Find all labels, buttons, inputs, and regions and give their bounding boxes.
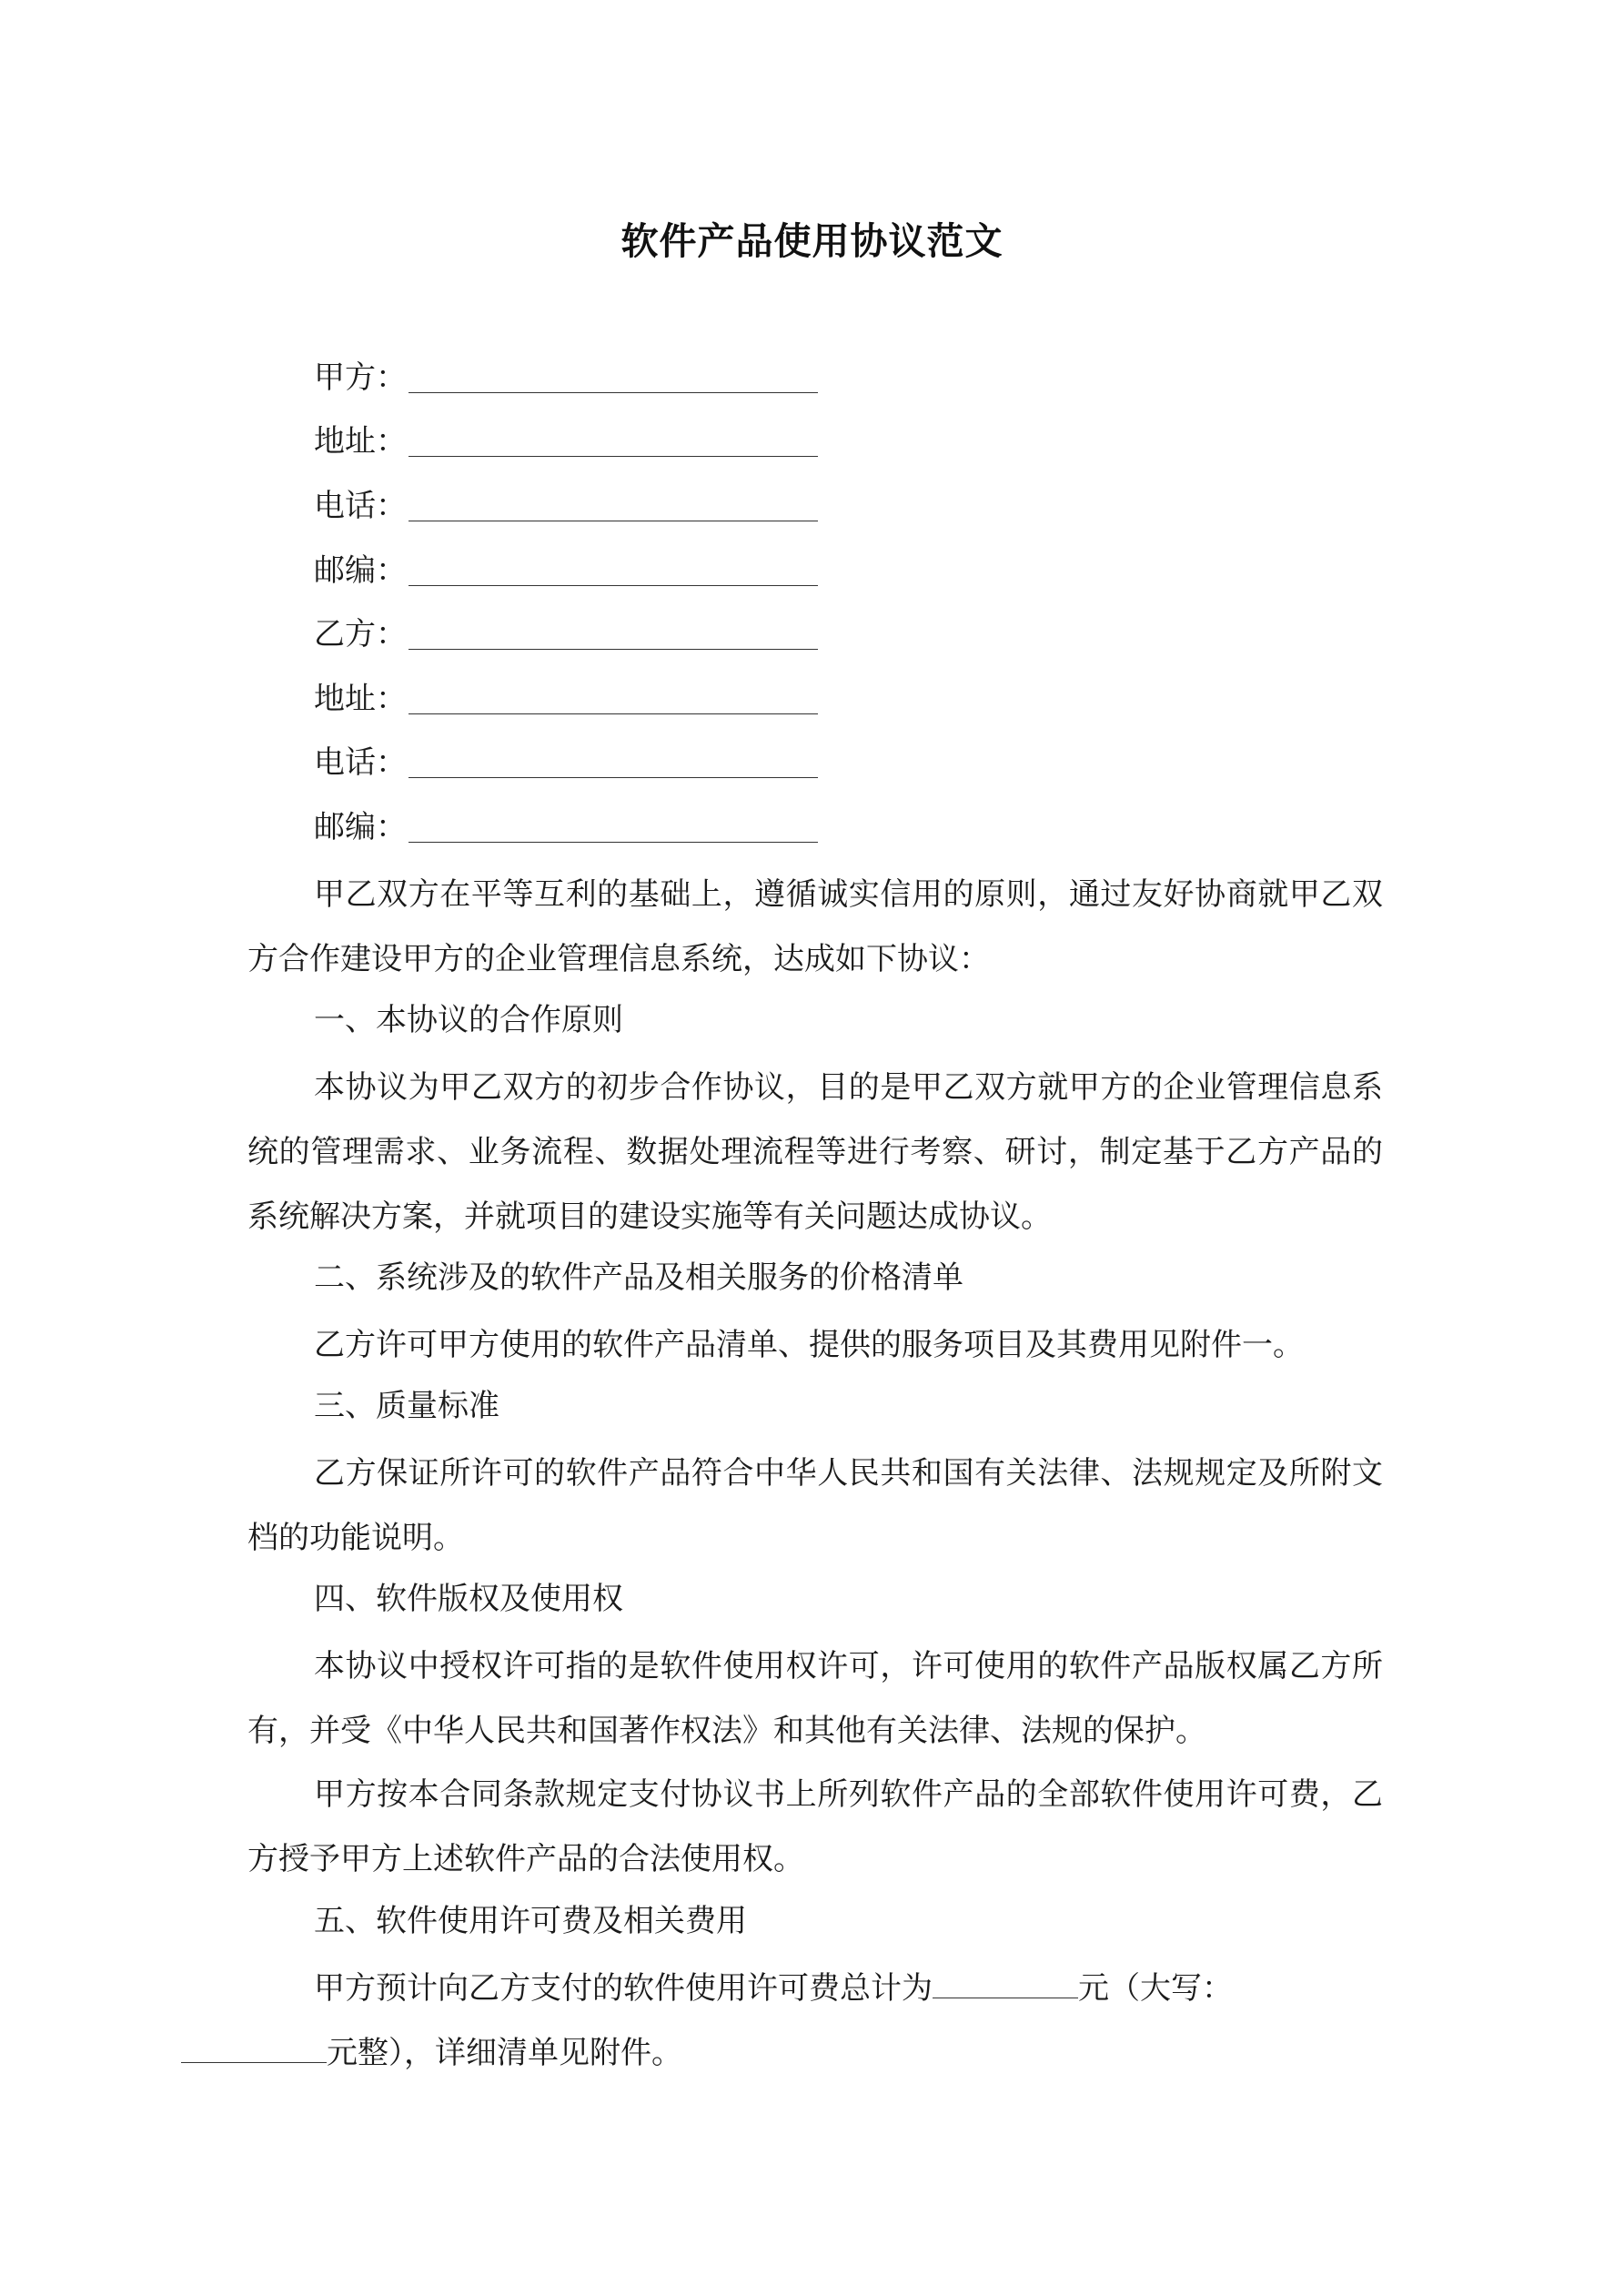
- party-a-postcode-field: [314, 548, 818, 593]
- fee-text-end: 元整），详细清单见附件。: [327, 2035, 682, 2071]
- fill-in-line: [409, 612, 818, 650]
- field-label: 乙方：: [314, 616, 407, 652]
- party-b-postcode-field: [314, 804, 818, 850]
- fill-in-line: [409, 741, 818, 778]
- fee-amount-blank: [933, 1970, 1078, 1998]
- fill-in-line: [409, 677, 818, 714]
- field-label: 地址：: [314, 681, 407, 717]
- section-1-text: 本协议为甲乙双方的初步合作协议，目的是甲乙双方就甲方的企业管理信息系统的管理需求、业务流程、数据处理流程等进行考察、研讨，制定基于乙方产品的系统解决方案，并就项目的建设实施等有关问题达成协议。: [247, 1069, 1383, 1235]
- fill-in-line: [409, 805, 818, 843]
- fee-amount-words-blank: [181, 2035, 327, 2063]
- intro-paragraph: 甲乙双方在平等互利的基础上，遵循诚实信用的原则，通过友好协商就甲乙双方合作建设甲方的企业管理信息系统，达成如下协议：: [247, 876, 1383, 977]
- section-3-heading: 三、质量标准: [314, 1388, 499, 1424]
- fill-in-line: [409, 356, 818, 393]
- party-b-name-field: [314, 612, 818, 657]
- fill-in-line: [409, 549, 818, 586]
- field-label: 邮编：: [314, 809, 407, 845]
- fill-in-line: [409, 484, 818, 521]
- section-5-text: [247, 1957, 1383, 2086]
- field-label: 地址：: [314, 423, 407, 460]
- field-label: 电话：: [314, 488, 407, 524]
- section-2-text: 乙方许可甲方使用的软件产品清单、提供的服务项目及其费用见附件一。: [314, 1327, 1304, 1363]
- section-5-heading: 五、软件使用许可费及相关费用: [314, 1903, 747, 1939]
- section-4-text-1: 本协议中授权许可指的是软件使用权许可，许可使用的软件产品版权属乙方所有，并受《中华人民共和国著作权法》和其他有关法律、法规的保护。: [247, 1648, 1383, 1749]
- party-a-phone-field: [314, 483, 818, 529]
- party-b-phone-field: [314, 740, 818, 785]
- party-a-name-field: [314, 355, 818, 400]
- field-label: 甲方：: [314, 359, 407, 396]
- section-4-heading: 四、软件版权及使用权: [314, 1581, 623, 1617]
- page-title: 软件产品使用协议范文: [620, 219, 1004, 263]
- fee-text-start: 甲方预计向乙方支付的软件使用许可费总计为: [314, 1970, 933, 2007]
- fee-text-middle: 元（大写：: [1078, 1970, 1233, 2007]
- party-b-address-field: [314, 676, 818, 722]
- fill-in-line: [409, 420, 818, 457]
- field-label: 邮编：: [314, 552, 407, 589]
- party-a-address-field: [314, 419, 818, 464]
- section-3-text: 乙方保证所许可的软件产品符合中华人民共和国有关法律、法规规定及所附文档的功能说明。: [247, 1455, 1383, 1556]
- section-2-heading: 二、系统涉及的软件产品及相关服务的价格清单: [314, 1259, 963, 1296]
- section-1-heading: 一、本协议的合作原则: [314, 1002, 623, 1038]
- field-label: 电话：: [314, 744, 407, 781]
- section-4-text-2: 甲方按本合同条款规定支付协议书上所列软件产品的全部软件使用许可费，乙方授予甲方上述软件产品的合法使用权。: [247, 1776, 1383, 1877]
